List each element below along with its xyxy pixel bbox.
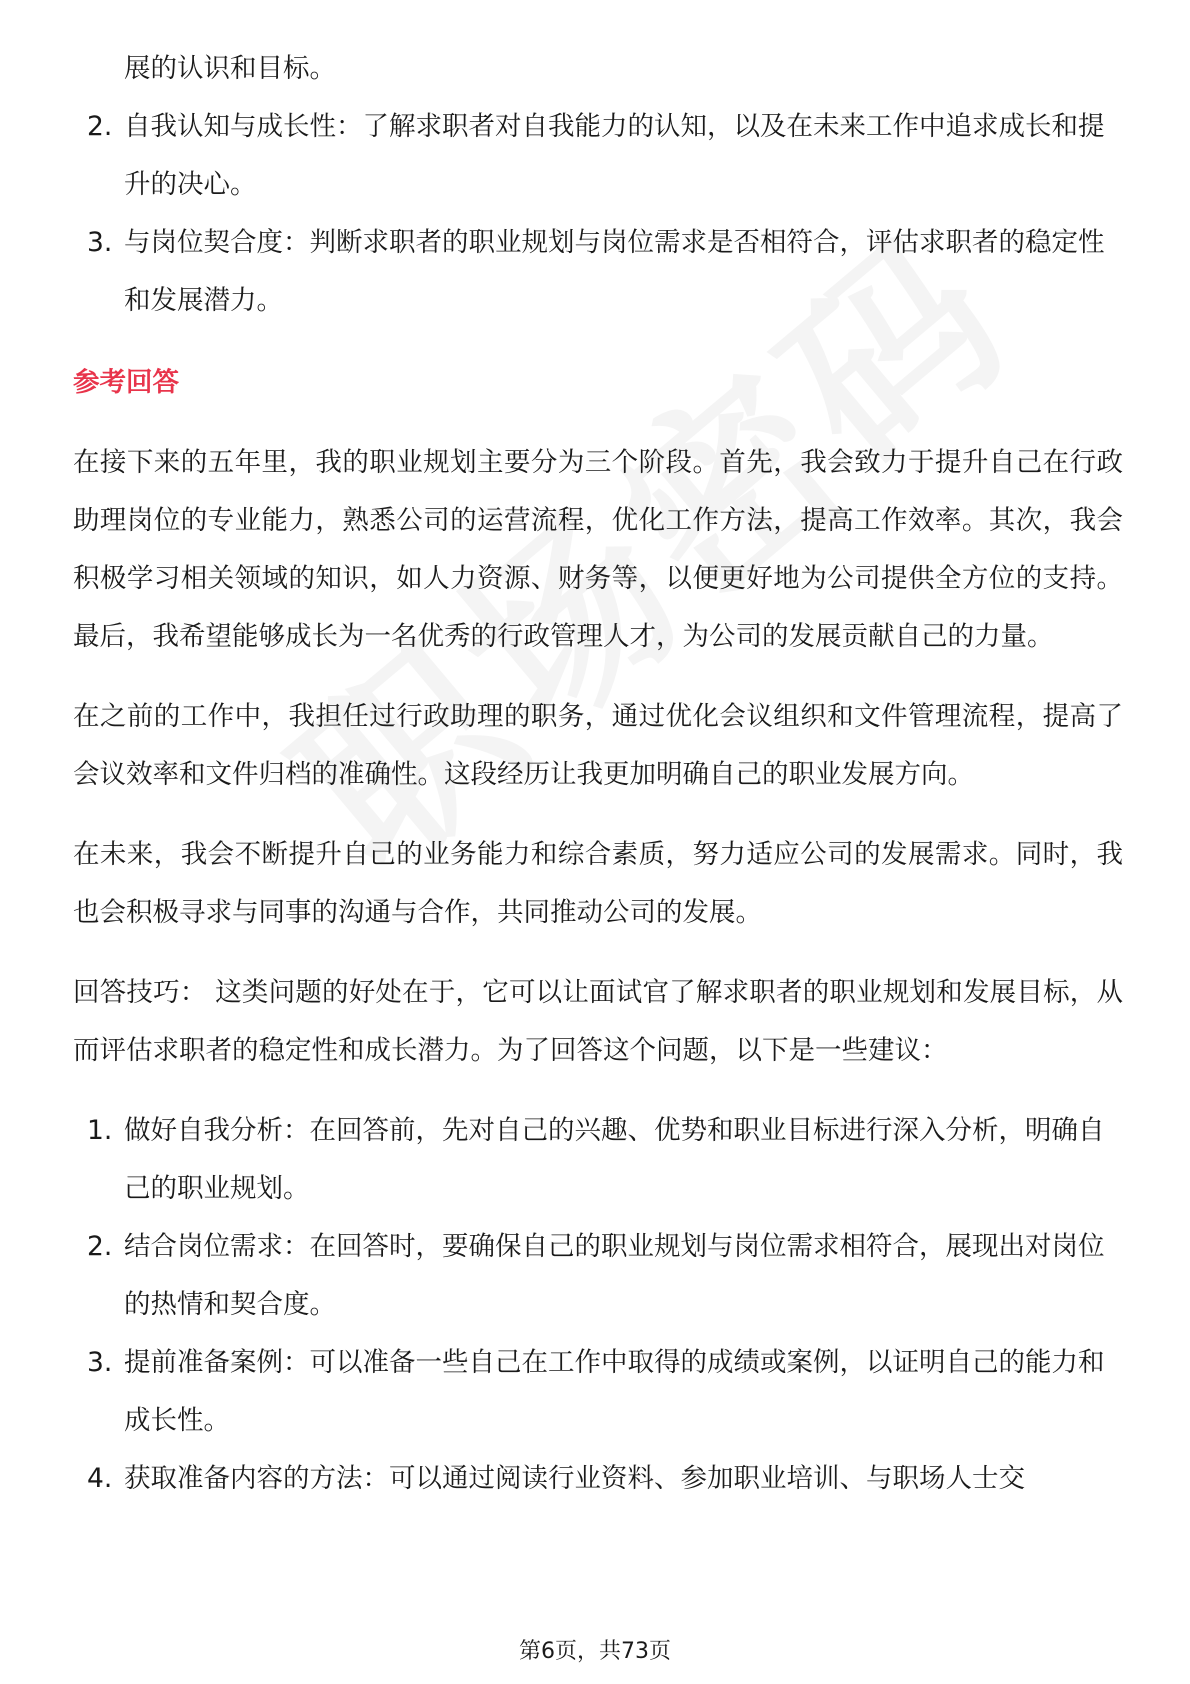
list-item [73, 98, 1123, 214]
page-footer: 第6页，共73页 [519, 1639, 671, 1664]
tips-list [73, 1102, 1123, 1508]
answer-paragraph: 在接下来的五年里，我的职业规划主要分为三个阶段。首先，我会致力于提升自己在行政助理岗位的专业能力，熟悉公司的运营流程，优化工作方法，提高工作效率。其次，我会积极学习相关领域的知识，如人力资源、财务等，以便更好地为公司提供全方位的支持。最后，我希望能够成长为一名优秀的行政管理人才，为公司的发展贡献自己的力量。 [73, 447, 1123, 652]
list-item [73, 1334, 1123, 1450]
list-number: 2. [87, 111, 113, 142]
list-number: 3. [87, 1347, 113, 1378]
list-item-text: 结合岗位需求：在回答时，要确保自己的职业规划与岗位需求相符合，展现出对岗位的热情和契合度。 [124, 1231, 1105, 1320]
list-item [73, 214, 1123, 330]
list-number: 3. [87, 227, 113, 258]
tips-paragraph: 回答技巧： 这类问题的好处在于，它可以让面试官了解求职者的职业规划和发展目标，从而评估求职者的稳定性和成长潜力。为了回答这个问题，以下是一些建议： [73, 977, 1123, 1066]
list-item-text: 获取准备内容的方法：可以通过阅读行业资料、参加职业培训、与职场人士交 [124, 1463, 1025, 1494]
continued-list-line: 展的认识和目标。 [124, 53, 336, 84]
list-item-text: 提前准备案例：可以准备一些自己在工作中取得的成绩或案例，以证明自己的能力和成长性。 [124, 1347, 1105, 1436]
criteria-list [73, 98, 1123, 330]
answer-paragraph: 在之前的工作中，我担任过行政助理的职务，通过优化会议组织和文件管理流程，提高了会议效率和文件归档的准确性。这段经历让我更加明确自己的职业发展方向。 [73, 701, 1123, 790]
list-number: 4. [87, 1463, 113, 1494]
list-number: 1. [87, 1115, 113, 1146]
document-body [73, 0, 1123, 1508]
list-number: 2. [87, 1231, 113, 1262]
list-item [73, 1450, 1123, 1508]
list-item [73, 1218, 1123, 1334]
list-item-text: 自我认知与成长性：了解求职者对自我能力的认知，以及在未来工作中追求成长和提升的决心。 [124, 111, 1105, 200]
list-item-text: 做好自我分析：在回答前，先对自己的兴趣、优势和职业目标进行深入分析，明确自己的职业规划。 [124, 1115, 1105, 1204]
section-title: 参考回答 [73, 367, 179, 398]
list-item-text: 与岗位契合度：判断求职者的职业规划与岗位需求是否相符合，评估求职者的稳定性和发展潜力。 [124, 227, 1105, 316]
list-item [73, 1102, 1123, 1218]
answer-paragraph: 在未来，我会不断提升自己的业务能力和综合素质，努力适应公司的发展需求。同时，我也会积极寻求与同事的沟通与合作，共同推动公司的发展。 [73, 839, 1123, 928]
